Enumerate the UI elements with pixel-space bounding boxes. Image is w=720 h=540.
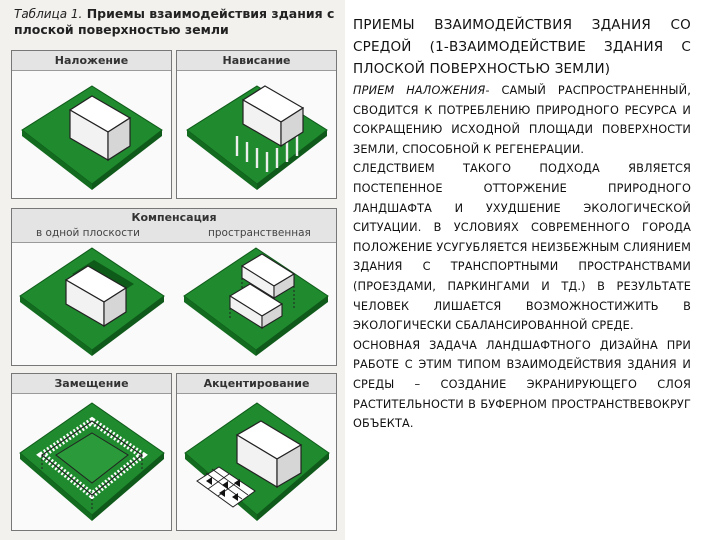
title-line-1: ПРИЕМЫ ВЗАИМОДЕЙСТВИЯ ЗДАНИЯ СО: [353, 17, 691, 33]
figure-caption-text: Приемы взаимодействия здания с плоской поверхностью земли: [14, 6, 335, 37]
paragraph-1-text: САМЫЙ РАСПРОСТРАНЕННЫЙ, СВОДИТСЯ К ПОТРЕБЛЕНИЮ ПРИРОДНОГО РЕСУРСА И СОКРАЩЕНИЮ ИСХОДНОЙ ПЛОЩАДИ ПОВЕРХНОСТИ ЗЕМЛИ, СПОСОБНОЙ К РЕГЕНЕРАЦИИ.: [353, 84, 691, 156]
accentuation-illustration: [177, 395, 336, 531]
panel-compensation-title: Компенсация: [131, 211, 217, 224]
figure-caption-table-number: Таблица 1.: [14, 7, 83, 21]
panel-overhang: [176, 50, 337, 199]
compensation-spatial-label: пространственная: [208, 227, 311, 239]
panel-overlay: [11, 50, 172, 199]
overlay-illustration: [12, 72, 171, 199]
interaction-techniques-figure: [0, 0, 345, 540]
panel-compensation: [11, 208, 337, 366]
title-line-3: ПЛОСКОЙ ПОВЕРХНОСТЬЮ ЗЕМЛИ): [353, 61, 611, 77]
compensation-plane-illustration: [12, 244, 172, 366]
panel-overlay-title: Наложение: [12, 51, 171, 71]
panel-replacement-title: Замещение: [12, 374, 171, 394]
overhang-illustration: [177, 72, 336, 199]
panel-accentuation: [176, 373, 337, 531]
title-line-2: СРЕДОЙ (1-ВЗАИМОДЕЙСТВИЕ ЗДАНИЯ С: [353, 39, 691, 55]
panel-compensation-header: [12, 209, 336, 243]
description-text: [353, 14, 691, 434]
lead-italic: ПРИЕМ НАЛОЖЕНИЯ-: [353, 84, 490, 97]
compensation-plane-label: в одной плоскости: [36, 227, 140, 239]
panel-accentuation-title: Акцентирование: [177, 374, 336, 394]
replacement-illustration: [12, 395, 171, 531]
figure-caption: [14, 6, 344, 37]
paragraph-overlay: [353, 81, 691, 159]
panel-replacement: [11, 373, 172, 531]
paragraph-2: СЛЕДСТВИЕМ ТАКОГО ПОДХОДА ЯВЛЯЕТСЯ ПОСТЕПЕННОЕ ОТТОРЖЕНИЕ ПРИРОДНОГО ЛАНДШАФТА И УХУДШЕНИЕ ЭКОЛОГИЧЕСКОЙ СИТУАЦИИ. В УСЛОВИЯХ СОВРЕМЕННОГО ГОРОДА ПОЛОЖЕНИЕ УСУГУБЛЯЕТСЯ НЕИЗБЕЖНЫМ СЛИЯНИЕМ ЗДАНИЯ С ТРАНСПОРТНЫМИ ПРОСТРАНСТВАМИ (ПРОЕЗДАМИ, ПАРКИНГАМИ И ТД.) В РЕЗУЛЬТАТЕ ЧЕЛОВЕК ЛИШАЕТСЯ ВОЗМОЖНОСТИЖИТЬ В ЭКОЛОГИЧЕСКИ СБАЛАНСИРОВАННОЙ СРЕДЕ.: [353, 162, 691, 333]
compensation-spatial-illustration: [174, 244, 338, 366]
panel-overhang-title: Нависание: [177, 51, 336, 71]
paragraph-3: ОСНОВНАЯ ЗАДАЧА ЛАНДШАФТНОГО ДИЗАЙНА ПРИ РАБОТЕ С ЭТИМ ТИПОМ ВЗАИМОДЕЙСТВИЯ ЗДАНИЯ И СРЕДЫ – СОЗДАНИЕ ЭКРАНИРУЮЩЕГО СЛОЯ РАСТИТЕЛЬНОСТИ В БУФЕРНОМ ПРОСТРАНСТВЕВОКРУГ ОБЪЕКТА.: [353, 338, 691, 431]
